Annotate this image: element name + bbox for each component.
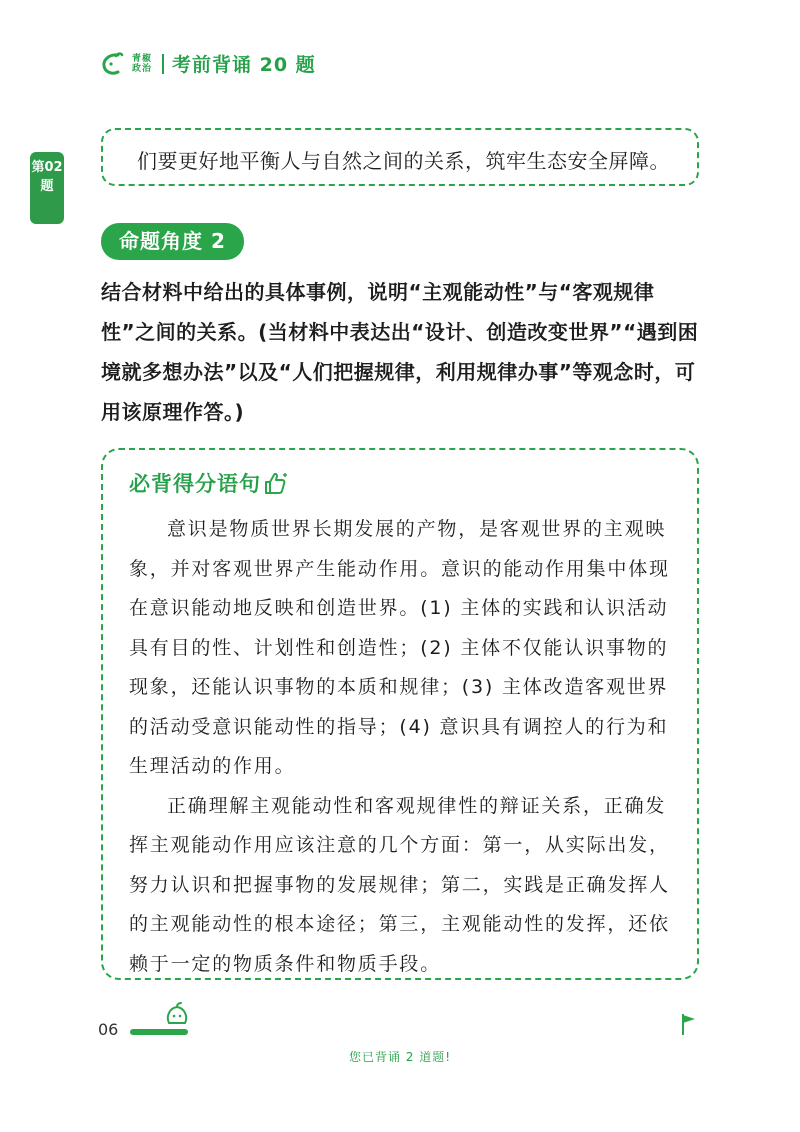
chapter-side-tab: 第02题 [30,152,64,224]
key-sentences-heading [129,468,673,498]
continued-text-box [101,128,699,186]
thumbs-up-icon [263,471,289,495]
header-divider [162,54,164,74]
key-sentences-title: 必背得分语句 [129,472,261,496]
key-sentences-box [101,448,699,980]
pepper-logo-icon [100,51,126,77]
section-pill-title: 命题角度 2 [101,223,244,260]
progress-note: 您已背诵 2 道题! [348,1050,452,1064]
key-sentence-paragraph: 意识是物质世界长期发展的产物，是客观世界的主观映象，并对客观世界产生能动作用。意识的能动作用集中体现在意识能动地反映和创造世界。(1) 主体的实践和认识活动具有目的性、计划性和创造性；(2) 主体不仅能认识事物的现象，还能认识事物的本质和规律；(3) 主体改造客观世界的活动受意识能动性的指导；(4) 意识具有调控人的行为和生理活动的作用。 [129,518,670,777]
progress-bar [130,1029,188,1035]
continued-text: 们要更好地平衡人与自然之间的关系，筑牢生态安全屏障。 [137,149,670,173]
page-header [100,50,316,77]
flag-icon [678,1012,698,1036]
question-prompt: 结合材料中给出的具体事例，说明“主观能动性”与“客观规律性”之间的关系。(当材料中表达出“设计、创造改变世界”“遇到困境就多想办法”以及“人们把握规律，利用规律办事”等观念时，可用该原理作答。) [101,280,699,424]
page-number: 06 [98,1020,119,1039]
key-sentence-paragraph: 正确理解主观能动性和客观规律性的辩证关系，正确发挥主观能动作用应该注意的几个方面：第一，从实际出发，努力认识和把握事物的发展规律；第二，实践是正确发挥人的主观能动性的根本途径；第三，主观能动性的发挥，还依赖于一定的物质条件和物质手段。 [129,794,670,975]
mascot-face-icon [164,1001,190,1027]
header-title: 考前背诵 20 题 [172,54,316,76]
brand-logo-text: 青椒政治 [132,53,153,74]
